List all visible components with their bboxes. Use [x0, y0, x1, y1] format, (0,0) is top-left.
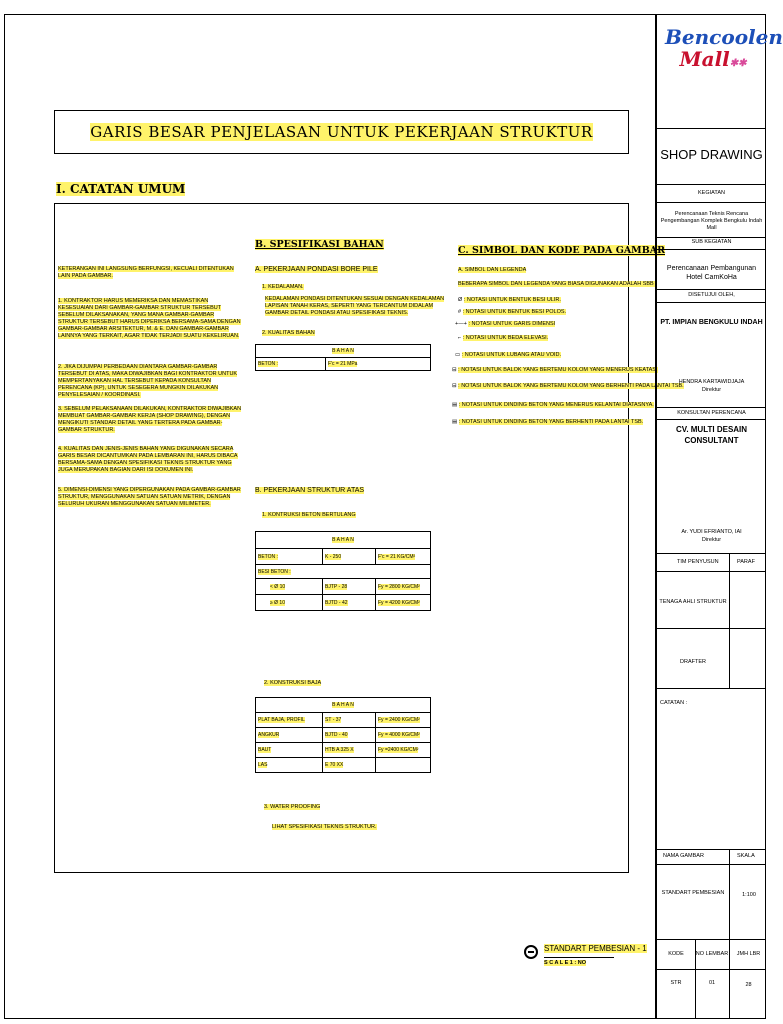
b-a2: 2. KUALITAS BAHAN: [262, 330, 315, 336]
b-b1: 1. KONTRUKSI BETON BERTULANG: [262, 512, 356, 518]
tenaga-ahli: TENAGA AHLI STRUKTUR: [659, 599, 727, 605]
table-row: PLAT BAJA, PROFIL ST - 37 Fy = 2400 KG/CM²: [256, 713, 431, 728]
skala-label: SKALA: [737, 853, 755, 859]
symbol-wall-continuous: ▤ : NOTASI UNTUK DINDING BETON YANG MENERUS KELANTAI DIATASNYA.: [452, 402, 654, 408]
konsultan-label: KONSULTAN PERENCANA: [677, 410, 746, 416]
b-b3: 3. WATER PROOFING: [264, 804, 321, 810]
kode-label: KODE: [668, 951, 684, 957]
table-header: B A H A N: [256, 698, 431, 713]
table-row: ANGKUR BJTD - 40 Fy = 4000 KG/CM²: [256, 728, 431, 743]
b-a1-text: KEDALAMAN PONDASI DITENTUKAN SESUAI DENGAN KEDALAMAN LAPISAN TANAH KERAS, SEPERTI YANG TERCANTUM DIDALAM GAMBAR DETAIL PONDASI ATAU SPESIFIKASI TEKNIS.: [265, 296, 445, 316]
table-row: BAUT HTB A 325 X Fy =2400 KG/CM²: [256, 743, 431, 758]
symbol-beam-column-stop: ⊟ : NOTASI UNTUK BALOK YANG BERTEMU KOLOM YANG BERHENTI PADA LANTAI TSB.: [452, 383, 684, 389]
sub-kegiatan-label: SUB KEGIATAN: [691, 239, 732, 245]
kegiatan: Perencanaan Teknis Rencana Pengembangan Komplek Bengkulu Indah Mall: [660, 211, 763, 231]
symbol-rebar: Ø : NOTASI UNTUK BENTUK BESI ULIR.: [458, 297, 561, 303]
table-cell: BETON :: [256, 358, 326, 371]
b-b2: 2. KONSTRUKSI BAJA: [264, 680, 322, 686]
catatan-label: CATATAN :: [660, 700, 688, 706]
symbol-dimension: +—+ : NOTASI UNTUK GARIS DIMENSI: [455, 321, 556, 327]
c-a-heading: A. SIMBOL DAN LEGENDA: [458, 267, 527, 273]
pile-material-table: [255, 344, 431, 371]
kode: STR: [670, 980, 682, 986]
shop-drawing-title: SHOP DRAWING: [660, 147, 763, 162]
director-1-role: Direktur: [701, 387, 722, 393]
note-4: 4. KUALITAS DAN JENIS-JENIS BAHAN YANG DIGUNAKAN SECARA GARIS BESAR DICANTUMKAN PADA LEMBARAN INI, HARUS DIBACA BERSAMA-SAMA DENGAN SPESIFIKASI TEKNIS STRUKTUR YANG JUGA MERUPAKAN BAGIAN DARI ISI DOKUMEN INI.: [58, 446, 238, 473]
company-name: PT. IMPIAN BENGKULU INDAH: [660, 319, 763, 326]
note-3: 3. SEBELUM PELAKSANAAN DILAKUKAN, KONTRAKTOR DIWAJIBKAN MEMBUAT GAMBAR-GAMBAR KERJA (SHOP DRAWING), DENGAN MENGIKUTI STANDAR DETAIL YANG TERTERA PADA GAMBAR-GAMBAR STRUKTUR.: [58, 406, 242, 433]
director-1: HENDRA KARTAWIDJAJA: [678, 379, 745, 385]
symbol-wall-stop: ▤ : NOTASI UNTUK DINDING BETON YANG BERHENTI PADA LANTAI TSB.: [452, 419, 644, 425]
paraf-label: PARAF: [737, 559, 755, 565]
drawing-label: STANDART PEMBESIAN - 1: [544, 944, 647, 953]
b-b3-text: LIHAT SPESIFIKASI TEKNIS STRUKTUR.: [272, 824, 377, 830]
b-a-heading: A. PEKERJAAN PONDASI BORE PILE: [255, 266, 378, 273]
section-c-heading: C. SIMBOL DAN KODE PADA GAMBAR: [458, 245, 665, 256]
symbol-void: ▭ : NOTASI UNTUK LUBANG ATAU VOID.: [455, 352, 562, 358]
title-box: [54, 110, 629, 154]
no-lembar: 01: [708, 980, 716, 986]
table-row: LAS E 70 XX: [256, 758, 431, 773]
table-row: BESI BETON :: [256, 565, 431, 579]
director-2-role: Direktur: [701, 537, 722, 543]
b-b-heading: B. PEKERJAAN STRUKTUR ATAS: [255, 487, 365, 494]
table-cell: F'c = 21 MPa: [326, 358, 431, 371]
nama-gambar-label: NAMA GAMBAR: [663, 853, 704, 859]
disetujui-label: DISETUJUI OLEH,: [688, 292, 735, 298]
notes-intro: KETERANGAN INI LANGSUNG BERFUNGSI, KECUALI DITENTUKAN LAIN PADA GAMBAR.: [58, 266, 234, 279]
main-title: GARIS BESAR PENJELASAN UNTUK PEKERJAAN STRUKTUR: [90, 123, 593, 141]
drawing-scale: S C A L E 1 : NO: [544, 960, 586, 966]
symbol-elevation: ⌐ : NOTASI UNTUK BEDA ELEVASI.: [458, 335, 549, 341]
table-header: B A H A N: [256, 345, 431, 358]
nama-gambar: STANDART PEMBESIAN: [661, 890, 725, 896]
no-lembar-label: NO LEMBAR: [695, 951, 729, 957]
table-row: ≥ Ø 10 BJTD - 42 Fy = 4200 KG/CM²: [256, 595, 431, 611]
tim-label: TIM PENYUSUN: [677, 559, 719, 565]
table-row: < Ø 10 BJTP - 28 Fy = 2800 KG/CM²: [256, 579, 431, 595]
title-block: [655, 14, 783, 1019]
director-2: Ar. YUDI EFRIANTO, IAI: [681, 529, 742, 535]
rc-material-table: [255, 531, 431, 611]
jmh-lbr: 28: [745, 982, 752, 988]
sub-kegiatan: Perencanaan Pembangunan Hotel CamKoHa: [666, 265, 757, 281]
drafter: DRAFTER: [680, 659, 706, 665]
note-2: 2. JIKA DIJUMPAI PERBEDAAN DIANTARA GAMBAR-GAMBAR TERSEBUT DI ATAS, MAKA DIWAJIBKAN BAGI KONTRAKTOR UNTUK MEMPERTANYAKAN HAL TERSEBUT KEPADA KONSULTAN PERENCANA (KP), UNTUK SESEGERA MUNGKIN DILAKUKAN PENYELESAIAN / KOORDINASI.: [58, 364, 238, 398]
logo: Bencoolen Mall✱✱: [665, 25, 783, 71]
jmh-lbr-label: JMH LBR: [736, 951, 761, 957]
c-intro: BEBERAPA SIMBOL DAN LEGENDA YANG BIASA DIGUNAKAN ADALAH SBB :: [458, 281, 657, 287]
section-b-heading: B. SPESIFIKASI BAHAN: [255, 239, 384, 250]
skala: 1:100: [742, 892, 756, 898]
kegiatan-label: KEGIATAN: [698, 190, 725, 196]
b-a1: 1. KEDALAMAN.: [262, 284, 304, 290]
symbol-beam-column-continuous: ⊟ : NOTASI UNTUK BALOK YANG BERTEMU KOLOM YANG MENERUS KEATAS.: [452, 367, 658, 373]
symbol-plain-bar: # : NOTASI UNTUK BENTUK BESI POLOS.: [458, 309, 567, 315]
note-1: 1. KONTRAKTOR HARUS MEMERIKSA DAN MEMASTIKAN KESESUAIAN DARI GAMBAR-GAMBAR STRUKTUR TERSEBUT SEBELUM DILAKSANAKAN, YANG MANA GAMBAR-GAMBAR STRUKTUR TERSEBUT HARUS DIPERIKSA BERSAMA-SAMA DENGAN GAMBAR-GAMBAR ARSITEKTUR, M. & E. DAN GAMBAR-GAMBAR LAINNYA YANG TERKAIT, AGAR TIDAK TERJADI SUATU KEKELIRUAN.: [58, 298, 241, 339]
table-header: B A H A N: [256, 532, 431, 549]
consultant-name: CV. MULTI DESAIN CONSULTANT: [675, 425, 748, 445]
steel-material-table: [255, 697, 431, 773]
drawing-marker-icon: [524, 945, 538, 959]
note-5: 5. DIMENSI-DIMENSI YANG DIPERGUNAKAN PADA GAMBAR-GAMBAR STRUKTUR, MENGGUNAKAN SATUAN SATUAN METRIK, DENGAN SELURUH UKURAN MENGGUNAKAN SATUAN MILIMETER.: [58, 487, 241, 507]
table-row: BETON : K - 250 F'c = 21 KG/CM²: [256, 549, 431, 565]
section-1-heading: I. CATATAN UMUM: [56, 182, 186, 196]
